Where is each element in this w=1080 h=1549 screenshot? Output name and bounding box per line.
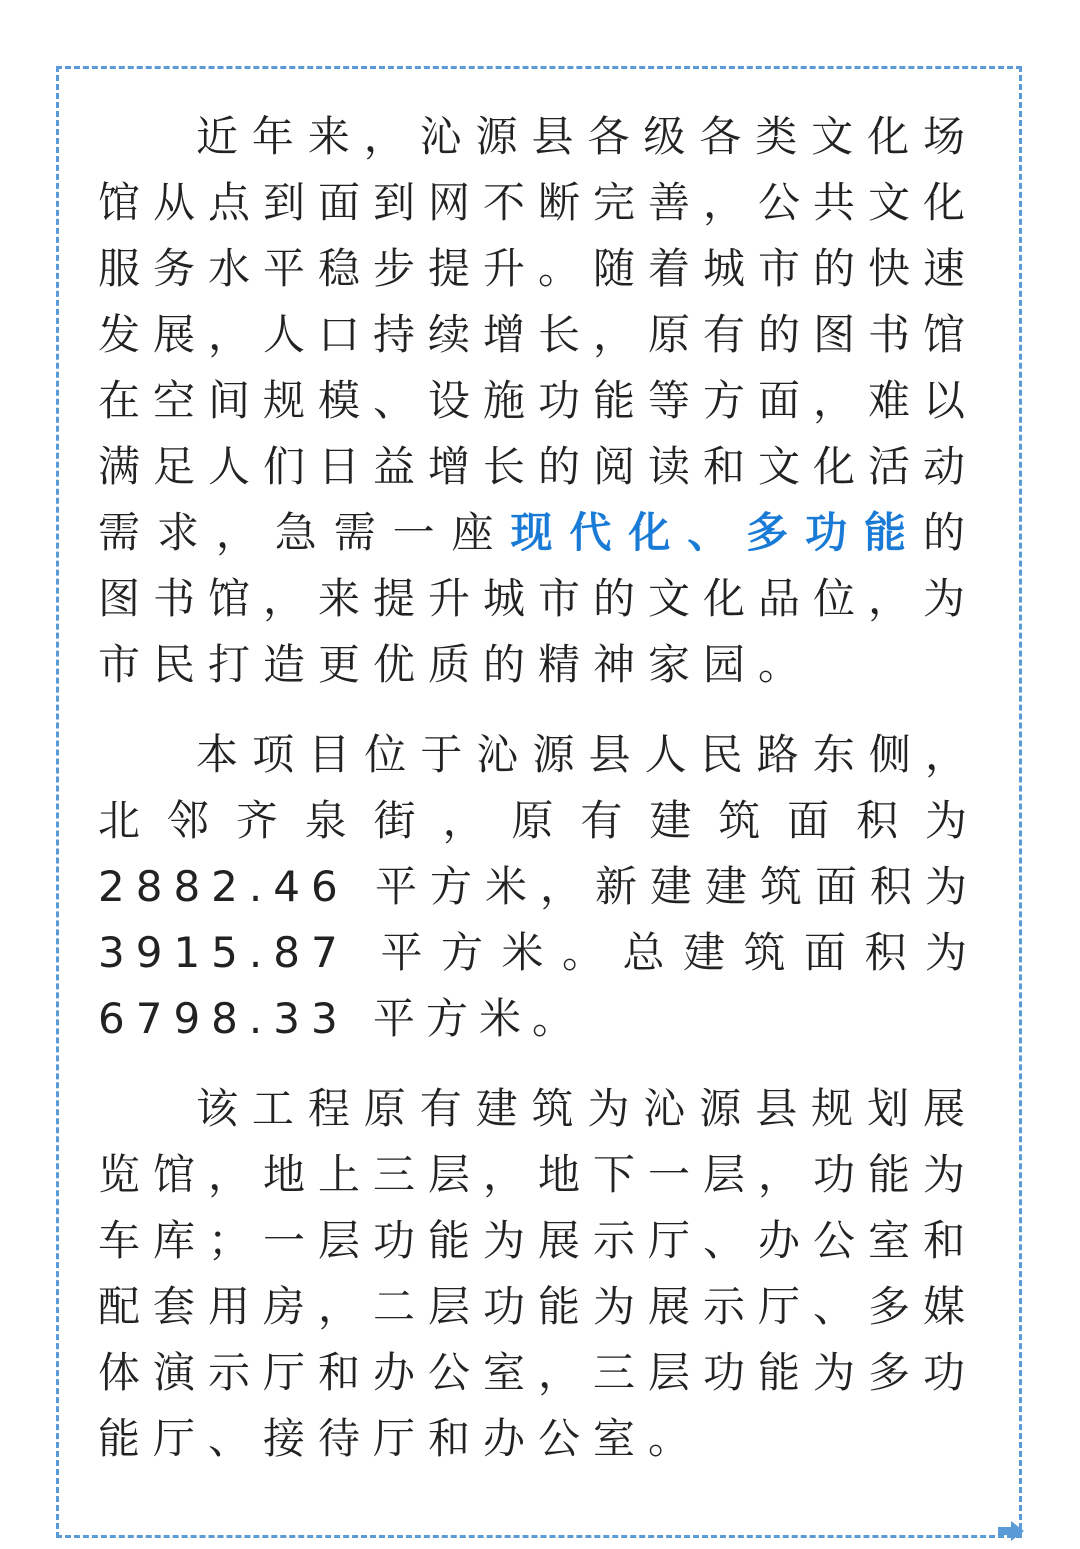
paragraph-intro-text-end: 的图书馆，来提升城市的文化品位，为市民打造更优质的精神家园。: [98, 508, 979, 689]
paragraph-intro: [98, 104, 978, 698]
highlight-text: 现代化、多功能: [510, 508, 923, 557]
arrow-right-icon: [998, 1521, 1024, 1541]
paragraph-intro-text: 近年来，沁源县各级各类文化场馆从点到面到网不断完善，公共文化服务水平稳步提升。随着城市的快速发展，人口持续增长，原有的图书馆在空间规模、设施功能等方面，难以满足人们日益增长的阅读和文化活动需求，急需一座: [98, 112, 979, 557]
article-body: [98, 104, 978, 1496]
paragraph-structure: 该工程原有建筑为沁源县规划展览馆，地上三层，地下一层，功能为车库；一层功能为展示厅、办公室和配套用房，二层功能为展示厅、多媒体演示厅和办公室，三层功能为多功能厅、接待厅和办公室。: [98, 1084, 979, 1463]
paragraph-location: 本项目位于沁源县人民路东侧，北邻齐泉街，原有建筑面积为 2882.46 平方米，新建建筑面积为 3915.87 平方米。总建筑面积为 6798.33 平方米。: [98, 730, 978, 1043]
